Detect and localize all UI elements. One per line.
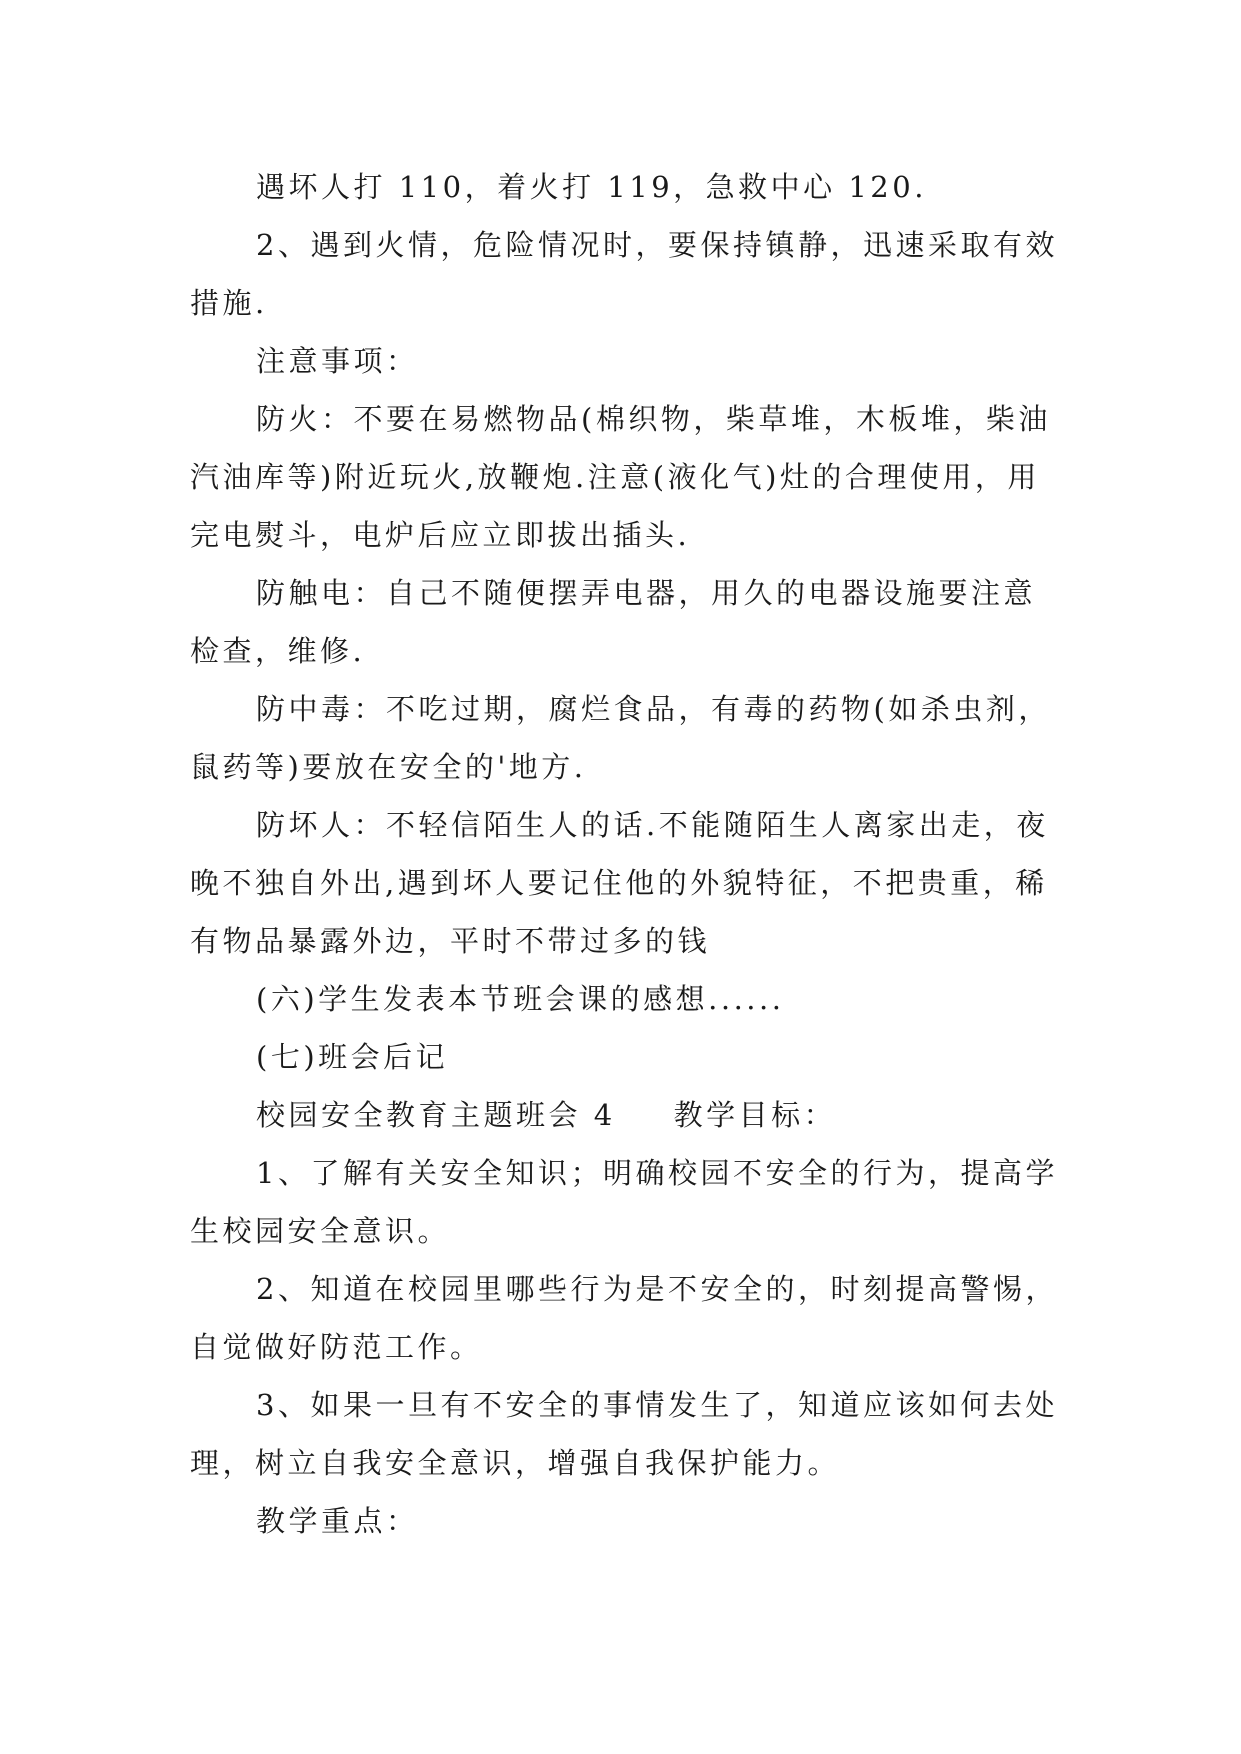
paragraph-emergency-numbers: 遇坏人打 110，着火打 119，急救中心 120. bbox=[256, 170, 927, 204]
paragraph-student-reflections: (六)学生发表本节班会课的感想...... bbox=[256, 982, 785, 1016]
paragraph-electric-safety: 防触电：自己不随便摆弄电器，用久的电器设施要注意检查，维修. bbox=[190, 576, 1037, 668]
key-points-heading: 教学重点： bbox=[256, 1504, 419, 1538]
paragraph-poison-prevention: 防中毒：不吃过期，腐烂食品，有毒的药物(如杀虫剂，鼠药等)要放在安全的'地方. bbox=[190, 692, 1051, 784]
goal-item: 2、知道在校园里哪些行为是不安全的，时刻提高警惕，自觉做好防范工作。 bbox=[190, 1272, 1058, 1364]
section-subtitle: 教学目标： bbox=[673, 1098, 837, 1132]
paragraph-fire-response: 2、遇到火情，危险情况时，要保持镇静，迅速采取有效措施. bbox=[190, 228, 1058, 320]
paragraph-stranger-safety: 防坏人：不轻信陌生人的话.不能随陌生人离家出走，夜晚不独自外出,遇到坏人要记住他的外貌特征，不把贵重，稀有物品暴露外边，平时不带过多的钱 bbox=[190, 808, 1049, 958]
goal-item: 3、如果一旦有不安全的事情发生了，知道应该如何去处理，树立自我安全意识，增强自我保护能力。 bbox=[190, 1388, 1058, 1480]
section-heading bbox=[190, 1086, 1060, 1144]
paragraph-notes-heading: 注意事项： bbox=[256, 344, 419, 378]
paragraph-class-notes: (七)班会后记 bbox=[256, 1040, 449, 1074]
document-body bbox=[190, 158, 1060, 1550]
goal-item: 1、了解有关安全知识；明确校园不安全的行为，提高学生校园安全意识。 bbox=[190, 1156, 1058, 1248]
section-title: 校园安全教育主题班会 4 bbox=[256, 1098, 616, 1132]
paragraph-fire-prevention: 防火：不要在易燃物品(棉织物，柴草堆，木板堆，柴油汽油库等)附近玩火,放鞭炮.注意(液化气)灶的合理使用，用完电熨斗，电炉后应立即拔出插头. bbox=[190, 402, 1051, 552]
